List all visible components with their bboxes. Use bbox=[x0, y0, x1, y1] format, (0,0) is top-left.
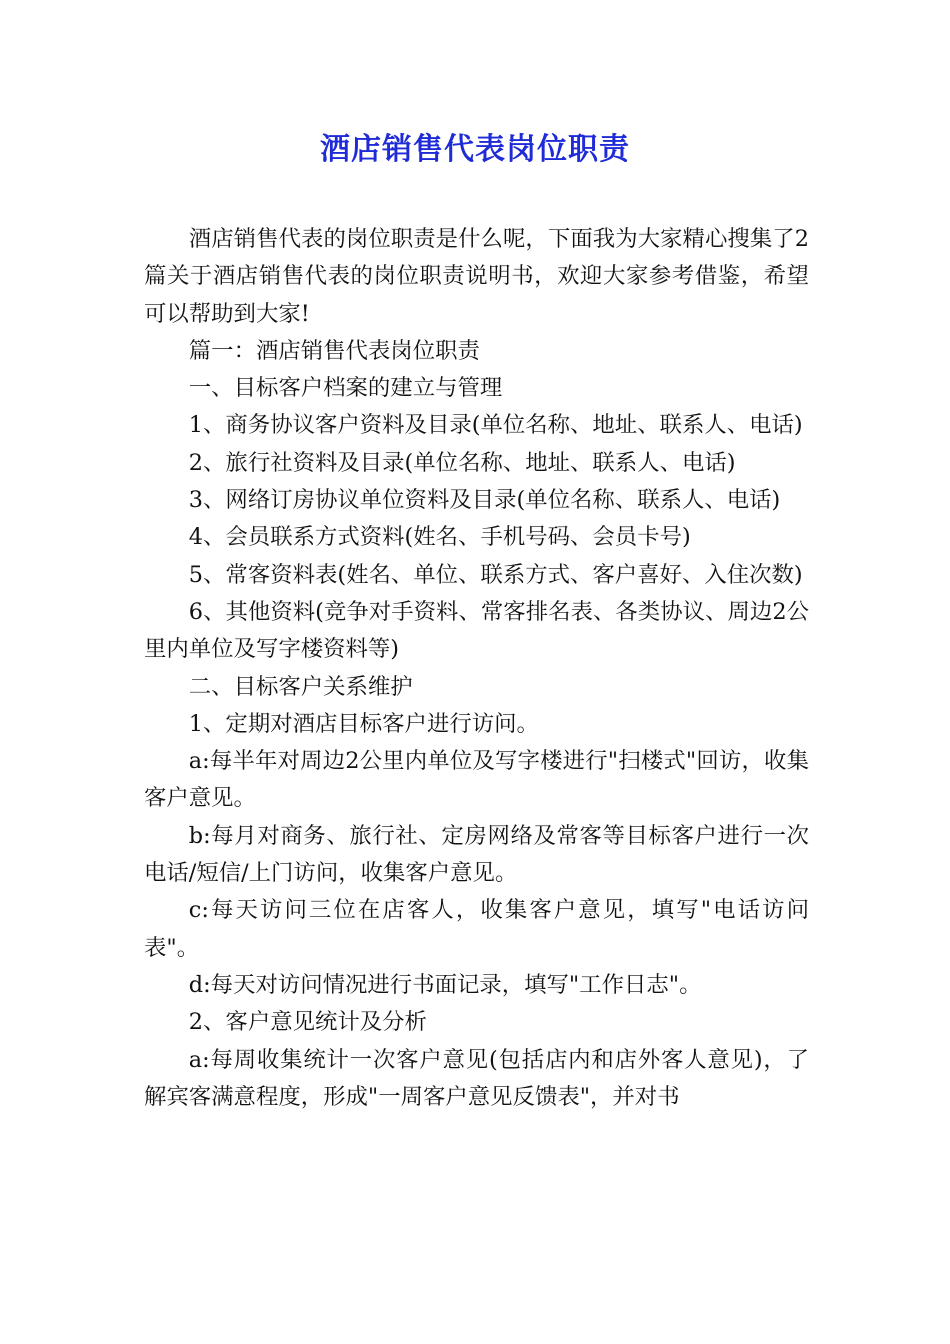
paragraph-item: 3、网络订房协议单位资料及目录(单位名称、联系人、电话) bbox=[188, 487, 781, 514]
paragraph-heading-1: 一、目标客户档案的建立与管理 bbox=[188, 375, 503, 402]
paragraph-item: 5、常客资料表(姓名、单位、联系方式、客户喜好、入住次数) bbox=[188, 561, 803, 588]
paragraph-item: 1、定期对酒店目标客户进行访问。 bbox=[188, 710, 539, 737]
document-title: 酒店销售代表岗位职责 bbox=[320, 132, 630, 167]
paragraph-subitem: d:每天对访问情况进行书面记录，填写"工作日志"。 bbox=[188, 971, 702, 998]
paragraph-subitem: b:每月对商务、旅行社、定房网络及常客等目标客户进行一次电话/短信/上门访问，收集客户意见。 bbox=[144, 822, 809, 887]
paragraph-item: 2、客户意见统计及分析 bbox=[188, 1009, 427, 1036]
paragraph-subitem: c:每天访问三位在店客人，收集客户意见，填写"电话访问表"。 bbox=[144, 897, 809, 961]
paragraph-intro: 酒店销售代表的岗位职责是什么呢，下面我为大家精心搜集了2篇关于酒店销售代表的岗位职责说明书，欢迎大家参考借鉴，希望可以帮助到大家! bbox=[144, 226, 809, 327]
paragraph-section-heading: 篇一：酒店销售代表岗位职责 bbox=[188, 337, 480, 364]
document-body bbox=[144, 221, 809, 1116]
paragraph-item: 6、其他资料(竞争对手资料、常客排名表、各类协议、周边2公里内单位及写字楼资料等) bbox=[144, 598, 809, 663]
paragraph-item: 4、会员联系方式资料(姓名、手机号码、会员卡号) bbox=[188, 524, 691, 551]
paragraph-item: 2、旅行社资料及目录(单位名称、地址、联系人、电话) bbox=[188, 449, 736, 476]
paragraph-subitem: a:每周收集统计一次客户意见(包括店内和店外客人意见)，了解宾客满意程度，形成"一周客户意见反馈表"，并对书 bbox=[144, 1046, 809, 1110]
paragraph-heading-2: 二、目标客户关系维护 bbox=[188, 673, 413, 700]
paragraph-item: 1、商务协议客户资料及目录(单位名称、地址、联系人、电话) bbox=[188, 412, 803, 439]
paragraph-subitem: a:每半年对周边2公里内单位及写字楼进行"扫楼式"回访，收集客户意见。 bbox=[144, 748, 809, 812]
